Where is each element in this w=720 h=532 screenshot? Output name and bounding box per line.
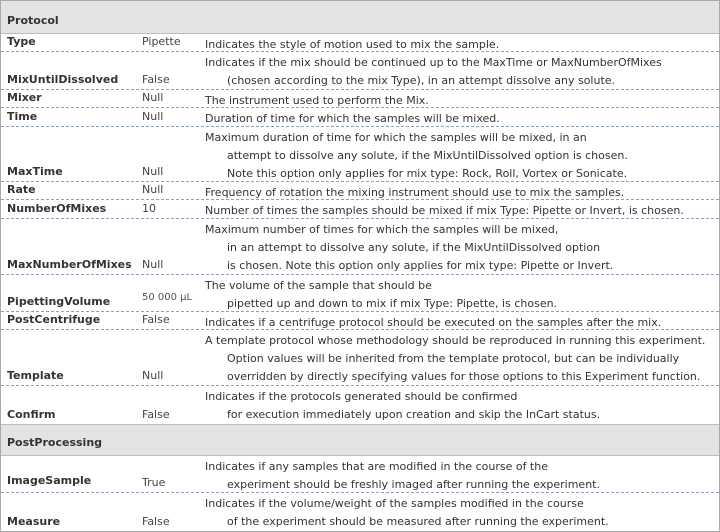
option-name: Template	[7, 369, 64, 382]
description-line: Indicates if the volume/weight of the samples modified in the course	[205, 497, 584, 510]
option-value: 50 000 μL	[142, 292, 193, 303]
description-line: Maximum number of times for which the samples will be mixed,	[205, 223, 559, 236]
table-row-pipettingvolume	[1, 275, 719, 312]
description-line: in an attempt to dissolve any solute, if the MixUntilDissolved option	[227, 241, 601, 254]
description-line: Indicates if the mix should be continued up to the MaxTime or MaxNumberOfMixes	[205, 56, 662, 69]
description-line: Number of times the samples should be mixed if mix Type: Pipette or Invert, is chosen.	[205, 204, 684, 217]
table-row-mixuntildissolved	[1, 52, 719, 90]
option-value: 10	[142, 202, 156, 215]
table-row-confirm	[1, 386, 719, 424]
description-line: Maximum duration of time for which the samples will be mixed, in an	[205, 131, 587, 144]
description-line: A template protocol whose methodology should be reproduced in running this experiment.	[205, 334, 706, 347]
option-name: MaxTime	[7, 165, 63, 178]
option-description	[205, 54, 662, 90]
option-value: Null	[142, 165, 164, 178]
option-description	[205, 495, 609, 531]
option-name: PipettingVolume	[7, 295, 111, 308]
description-line: experiment should be freshly imaged after running the experiment.	[227, 478, 600, 491]
option-value: Null	[142, 369, 164, 382]
table-row-time	[1, 108, 719, 127]
option-description	[205, 202, 684, 220]
table-row-imagesample	[1, 456, 719, 493]
section-header-protocol	[1, 1, 719, 34]
description-line: for execution immediately upon creation and skip the InCart status.	[227, 408, 601, 421]
description-line: Indicates if a centrifuge protocol should be executed on the samples after the mix.	[205, 316, 662, 329]
option-value: Null	[142, 258, 164, 271]
description-line: Note this option only applies for mix type: Rock, Roll, Vortex or Sonicate.	[227, 167, 628, 180]
option-description	[205, 129, 628, 183]
option-value: Pipette	[142, 35, 181, 48]
option-description	[205, 458, 600, 494]
option-description	[205, 277, 557, 313]
option-name: MixUntilDissolved	[7, 73, 119, 86]
description-line: is chosen. Note this option only applies for mix type: Pipette or Invert.	[227, 259, 614, 272]
section-header-postprocessing	[1, 424, 719, 456]
description-line: Indicates the style of motion used to mix the sample.	[205, 38, 500, 51]
option-name: Mixer	[7, 91, 42, 104]
table-row-numberofmixes	[1, 200, 719, 219]
description-line: (chosen according to the mix Type), in an attempt dissolve any solute.	[227, 74, 616, 87]
description-line: Indicates if any samples that are modified in the course of the	[205, 460, 548, 473]
option-name: Measure	[7, 515, 61, 528]
option-value: Null	[142, 91, 164, 104]
option-name: Type	[7, 35, 36, 48]
description-line: Frequency of rotation the mixing instrument should use to mix the samples.	[205, 186, 625, 199]
option-name: NumberOfMixes	[7, 202, 107, 215]
table-row-rate	[1, 182, 719, 200]
option-name: MaxNumberOfMixes	[7, 258, 132, 271]
description-line: The volume of the sample that should be	[205, 279, 432, 292]
option-name: Time	[7, 110, 38, 123]
description-line: Indicates if the protocols generated should be confirmed	[205, 390, 518, 403]
option-value: Null	[142, 183, 164, 196]
description-line: pipetted up and down to mix if mix Type: Pipette, is chosen.	[227, 297, 558, 310]
description-line: overridden by directly specifying values for those options to this Experiment function.	[227, 370, 701, 383]
table-row-measure	[1, 493, 719, 531]
option-description	[205, 388, 600, 424]
option-value: False	[142, 313, 170, 326]
table-row-type	[1, 34, 719, 52]
section-title: Protocol	[7, 14, 59, 27]
description-line: The instrument used to perform the Mix.	[205, 94, 429, 107]
description-line: attempt to dissolve any solute, if the MixUntilDissolved option is chosen.	[227, 149, 628, 162]
option-value: Null	[142, 110, 164, 123]
option-name: Confirm	[7, 408, 56, 421]
option-name: ImageSample	[7, 474, 92, 487]
option-description	[205, 332, 705, 386]
table-row-template	[1, 330, 719, 386]
description-line: Duration of time for which the samples will be mixed.	[205, 112, 500, 125]
table-row-mixer	[1, 90, 719, 108]
option-name: PostCentrifuge	[7, 313, 101, 326]
table-row-postcentrifuge	[1, 312, 719, 330]
option-description	[205, 110, 500, 128]
option-value: False	[142, 73, 170, 86]
option-description	[205, 221, 613, 275]
table-row-maxtime	[1, 127, 719, 182]
option-value: True	[142, 476, 166, 489]
section-title: PostProcessing	[7, 436, 103, 449]
table-row-maxnumberofmixes	[1, 219, 719, 275]
description-line: Option values will be inherited from the template protocol, but can be individually	[227, 352, 680, 365]
option-value: False	[142, 515, 170, 528]
option-name: Rate	[7, 183, 36, 196]
option-value: False	[142, 408, 170, 421]
description-line: of the experiment should be measured after running the experiment.	[227, 515, 609, 528]
